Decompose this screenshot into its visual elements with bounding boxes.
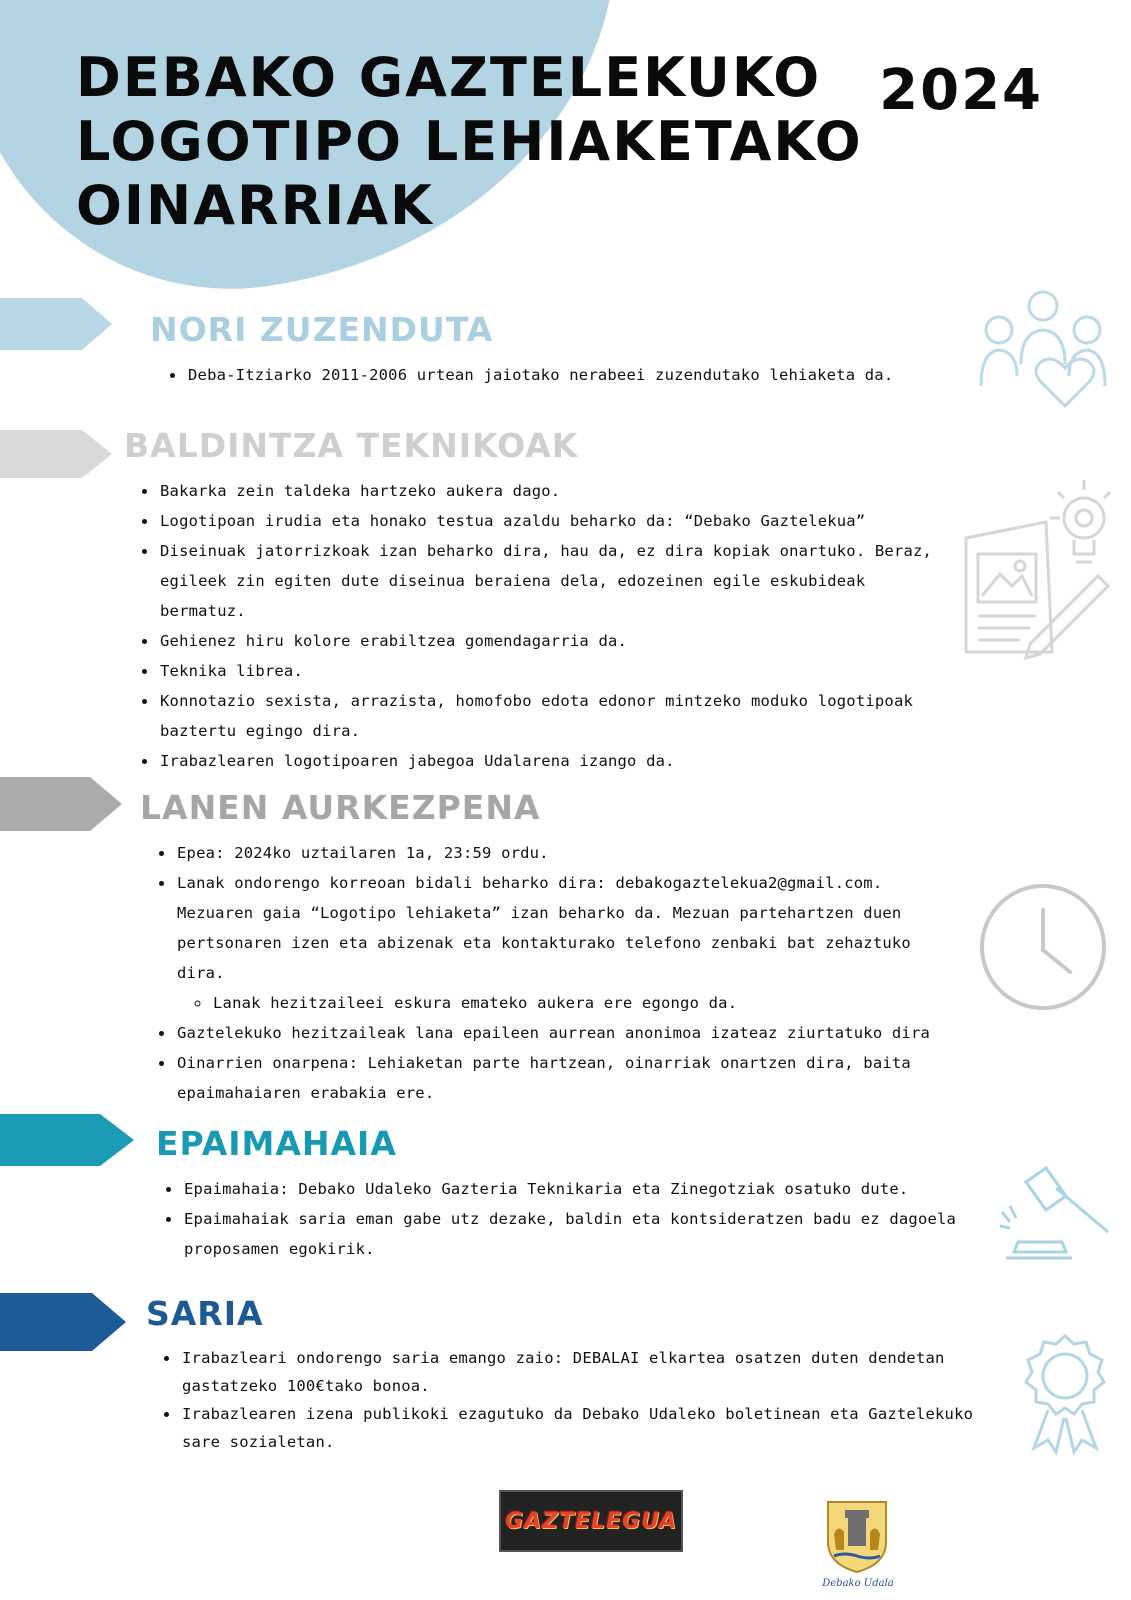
arrow-shape [0, 430, 112, 478]
list-item: • Konnotazio sexista, arrazista, homofobo edota edonor mintzeko moduko logotipoak baztertu egingo dira. [158, 686, 958, 746]
section-list-saria [158, 1344, 1000, 1456]
sub-list-item: ◦ Lanak hezitzaileei eskura emateko aukera ere egongo da. [211, 988, 955, 1018]
list-item: • Bakarka zein taldeka hartzeko aukera dago. [158, 476, 958, 506]
section-heading-lanen-aurkezpena: LANEN AURKEZPENA [140, 788, 541, 827]
tower-top [845, 1510, 869, 1518]
sub-list [177, 988, 955, 1018]
debako-udala-shield-icon [824, 1498, 890, 1574]
section-heading-saria: SARIA [146, 1294, 264, 1333]
list-item: • Gehienez hiru kolore erabiltzea gomendagarria da. [158, 626, 958, 656]
list-item: • Deba-Itziarko 2011-2006 urtean jaiotako nerabeei zuzendutako lehiaketa da. [186, 360, 966, 390]
award-ribbon-icon [1018, 1332, 1112, 1456]
gavel-icon [996, 1162, 1114, 1264]
tower-body [848, 1516, 866, 1546]
arrow-shape [0, 777, 122, 831]
section-arrow-nori [0, 298, 112, 350]
list-item: • Epea: 2024ko uztailaren 1a, 23:59 ordu. [175, 838, 955, 868]
list-item: • Oinarrien onarpena: Lehiaketan parte hartzean, oinarriak onartzen dira, baita epaimahaiaren erabakia ere. [175, 1048, 955, 1108]
clock-icon [976, 880, 1110, 1014]
list-item: • Irabazleari ondorengo saria emango zaio: DEBALAI elkartea osatzen duten dendetan gastatzeko 100€tako bonoa. [180, 1344, 1000, 1400]
section-arrow-baldintza [0, 430, 112, 478]
design-document-icon [960, 474, 1118, 660]
section-heading-epaimahaia: EPAIMAHAIA [156, 1124, 397, 1163]
page-title [76, 46, 863, 238]
list-item: • Diseinuak jatorrizkoak izan beharko dira, hau da, ez dira kopiak onartuko. Beraz, egileek zin egiten dute diseinua beraiena dela, edozeinen egile eskubideak bermatuz. [158, 536, 958, 626]
list-item [175, 868, 955, 1018]
section-arrow-epaimahaia [0, 1114, 134, 1166]
arrow-shape [0, 1114, 134, 1166]
gaztelekua-logo-text: GAZTELEGUA [504, 1508, 678, 1534]
list-item: • Irabazlearen izena publikoki ezagutuko da Debako Udaleko boletinean eta Gaztelekuko sare sozialetan. [180, 1400, 1000, 1456]
section-arrow-saria [0, 1293, 126, 1351]
list-item: • Logotipoan irudia eta honako testua azaldu beharko da: “Debako Gaztelekua” [158, 506, 958, 536]
section-list-lanen [153, 838, 955, 1108]
arrow-shape [0, 298, 112, 350]
debako-udala-label: Debako Udala [822, 1578, 894, 1589]
section-heading-nori-zuzenduta: NORI ZUZENDUTA [150, 310, 494, 349]
gaztelekua-logo [499, 1490, 683, 1552]
list-item: • Gaztelekuko hezitzaileak lana epaileen aurrean anonimoa izateaz ziurtatuko dira [175, 1018, 955, 1048]
title-line-3: OINARRIAK [76, 174, 434, 237]
section-list-baldintza [136, 476, 958, 776]
section-arrow-lanen [0, 777, 122, 831]
list-item: • Teknika librea. [158, 656, 958, 686]
section-heading-baldintza-teknikoak: BALDINTZA TEKNIKOAK [124, 426, 579, 465]
section-list-nori [164, 360, 966, 390]
title-line-1: DEBAKO GAZTELEKUKO [76, 46, 822, 109]
list-item: • Epaimahaiak saria eman gabe utz dezake, baldin eta kontsideratzen badu ez dagoela proposamen egokirik. [182, 1204, 982, 1264]
people-heart-icon [975, 286, 1111, 412]
year-label: 2024 [879, 58, 1043, 123]
arrow-shape [0, 1293, 126, 1351]
title-line-2: LOGOTIPO LEHIAKETAKO [76, 110, 863, 173]
list-item: • Epaimahaia: Debako Udaleko Gazteria Teknikaria eta Zinegotziak osatuko dute. [182, 1174, 982, 1204]
list-item-text: Lanak ondorengo korreoan bidali beharko dira: debakogaztelekua2@gmail.com. Mezuaren gaia “Logotipo lehiaketa” izan beharko da. Mezuan partehartzen duen pertsonaren izen eta abizenak eta kontakturako telefono zenbaki bat zehaztuko dira. [177, 874, 911, 982]
section-list-epaimahaia [160, 1174, 982, 1264]
list-item: • Irabazlearen logotipoaren jabegoa Udalarena izango da. [158, 746, 958, 776]
